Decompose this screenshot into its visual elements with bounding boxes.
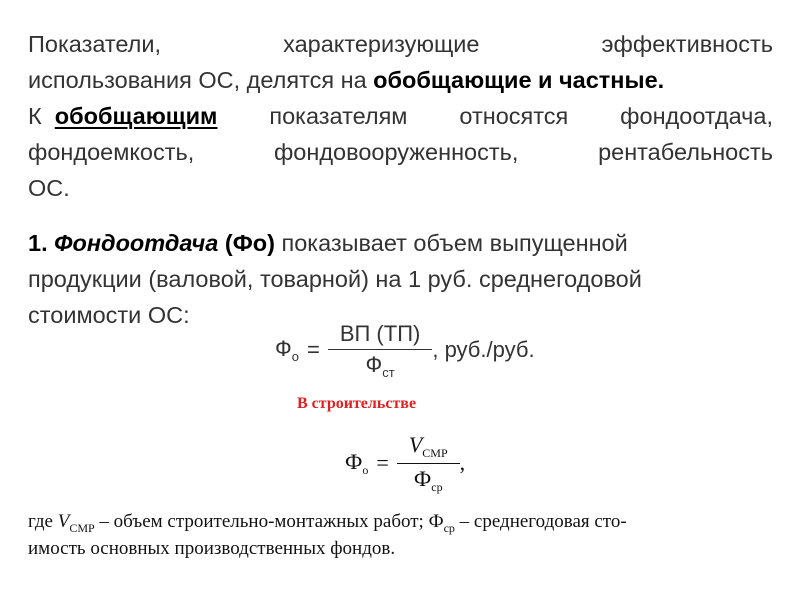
formula-lhs: $Ф_о$ (275, 336, 299, 364)
word: К обобщающим (28, 103, 218, 129)
intro-line-1 (28, 26, 773, 62)
word: фондоемкость, (28, 139, 195, 165)
section-term: Фондоотдача (54, 230, 219, 256)
section-line-3: стоимости ОС: (28, 302, 190, 328)
section-number: 1. (28, 230, 48, 256)
definitions-line-1: где $V_{СМР}$ – объем строительно-монтажных работ; $Ф_{ср}$ – среднегодовая сто- (28, 511, 627, 535)
underlined-bold-generalizing: обобщающим (54, 103, 218, 129)
formula-numerator: ВП (ТП) (339, 320, 421, 346)
text: показывает объем выпущенной (281, 230, 628, 256)
formula-numerator: $V_{СМР}$ (408, 431, 448, 460)
word: показателям (269, 103, 408, 129)
formula-fraction (403, 432, 454, 495)
intro-paragraph (28, 26, 773, 206)
formula-fraction (334, 321, 427, 380)
formula-construction (345, 428, 465, 498)
formula-definitions (28, 508, 788, 562)
intro-line-3 (28, 98, 773, 134)
bold-text-generalizing-and-partial: обобщающие и частные. (373, 67, 665, 93)
section-abbr: (Фо) (224, 230, 275, 256)
formula-denominator: $Ф_{ст}$ (328, 349, 433, 380)
construction-note: В строительстве (297, 395, 417, 412)
text: использования ОС, делятся на (28, 67, 367, 93)
word: фондовооруженность, (273, 139, 519, 165)
word: Показатели, (28, 31, 162, 57)
formula-lhs: $Ф_о$ (345, 448, 369, 477)
word: ОС. (28, 175, 70, 201)
formula-equals: = (306, 337, 320, 362)
formula-fondootdacha (275, 318, 535, 382)
section-line-2: продукции (валовой, товарной) на 1 руб. среднегодовой (28, 266, 642, 292)
word: рентабельность (598, 139, 773, 165)
word: характеризующие (283, 31, 480, 57)
word: относятся (459, 103, 569, 129)
formula-unit: , руб./руб. (432, 337, 535, 362)
word: эффективность (601, 31, 773, 57)
section-fondootdacha (28, 225, 788, 333)
word: фондоотдача, (620, 103, 773, 129)
definitions-line-2: имость основных производственных фондов. (28, 538, 396, 559)
intro-line-4 (28, 134, 773, 170)
formula-comma: , (459, 450, 466, 475)
formula-denominator: $Ф_{ср}$ (397, 463, 460, 495)
formula-equals: = (376, 450, 389, 475)
intro-line-2 (28, 62, 773, 98)
section-line-1 (28, 225, 788, 261)
intro-line-5 (28, 170, 773, 206)
